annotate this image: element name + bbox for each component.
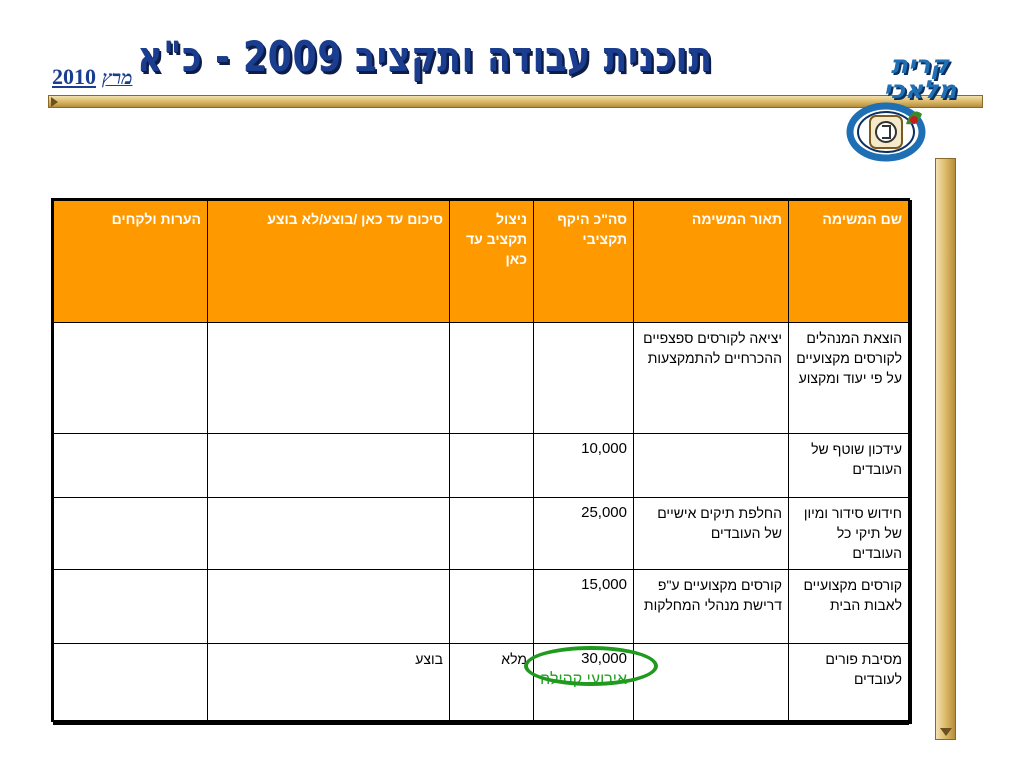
cell-used: מלא xyxy=(450,644,534,725)
cell-notes xyxy=(54,570,208,644)
table-row xyxy=(54,570,909,644)
cell-task-name: קורסים מקצועיים לאבות הבית xyxy=(789,570,909,644)
logo-text-line2: מלאכי xyxy=(883,75,957,104)
cell-task-desc: יציאה לקורסים ספצפיים ההכרחיים להתמקצעות xyxy=(634,323,789,434)
date-month: מרץ xyxy=(102,68,133,89)
cell-notes xyxy=(54,498,208,570)
date-label xyxy=(52,64,164,92)
col-header-budget-used: ניצול תקציב עד כאן xyxy=(450,201,534,323)
cell-task-desc xyxy=(634,434,789,498)
cell-summary xyxy=(208,498,450,570)
cell-task-name: מסיבת פורים לעובדים xyxy=(789,644,909,725)
cell-task-name: חידוש סידור ומיון של תיקי כל העובדים xyxy=(789,498,909,570)
side-divider-bar xyxy=(935,158,956,740)
cell-summary xyxy=(208,434,450,498)
cell-used xyxy=(450,323,534,434)
col-header-notes: הערות ולקחים xyxy=(54,201,208,323)
col-header-task-desc: תאור המשימה xyxy=(634,201,789,323)
cell-summary xyxy=(208,570,450,644)
cell-task-desc xyxy=(634,644,789,725)
cell-summary: בוצע xyxy=(208,644,450,725)
logo-text xyxy=(858,52,982,102)
page-title: תוכנית עבודה ותקציב 2009 - כ"א xyxy=(137,32,713,81)
cell-used xyxy=(450,570,534,644)
cell-task-desc: קורסים מקצועיים ע"פ דרישת מנהלי המחלקות xyxy=(634,570,789,644)
col-header-summary: סיכום עד כאן /בוצע/לא בוצע xyxy=(208,201,450,323)
cell-used xyxy=(450,498,534,570)
cell-used xyxy=(450,434,534,498)
work-plan-table xyxy=(53,200,909,725)
cell-budget xyxy=(534,323,634,434)
cell-budget: 15,000 xyxy=(534,570,634,644)
cell-task-name: עידכון שוטף של העובדים xyxy=(789,434,909,498)
cell-summary xyxy=(208,323,450,434)
cell-budget: 10,000 xyxy=(534,434,634,498)
cell-budget: 25,000 xyxy=(534,498,634,570)
table-row xyxy=(54,498,909,570)
work-plan-table-wrapper xyxy=(51,198,910,722)
table-row xyxy=(54,323,909,434)
cell-notes xyxy=(54,323,208,434)
cell-task-desc: החלפת תיקים אישיים של העובדים xyxy=(634,498,789,570)
logo-text-line1: קרית xyxy=(891,50,949,79)
table-header-row xyxy=(54,201,909,323)
col-header-total-budget: סה"כ היקף תקציבי xyxy=(534,201,634,323)
cell-notes xyxy=(54,434,208,498)
table-row xyxy=(54,434,909,498)
table-row xyxy=(54,644,909,725)
cell-task-name: הוצאת המנהלים לקורסים מקצועיים על פי יעוד ומקצוע xyxy=(789,323,909,434)
col-header-task-name: שם המשימה xyxy=(789,201,909,323)
date-year: 2010 xyxy=(52,64,96,89)
budget-note: אירועי קהילה xyxy=(540,671,627,688)
budget-value: 30,000 xyxy=(581,650,627,667)
cell-notes xyxy=(54,644,208,725)
cell-budget xyxy=(534,644,634,725)
